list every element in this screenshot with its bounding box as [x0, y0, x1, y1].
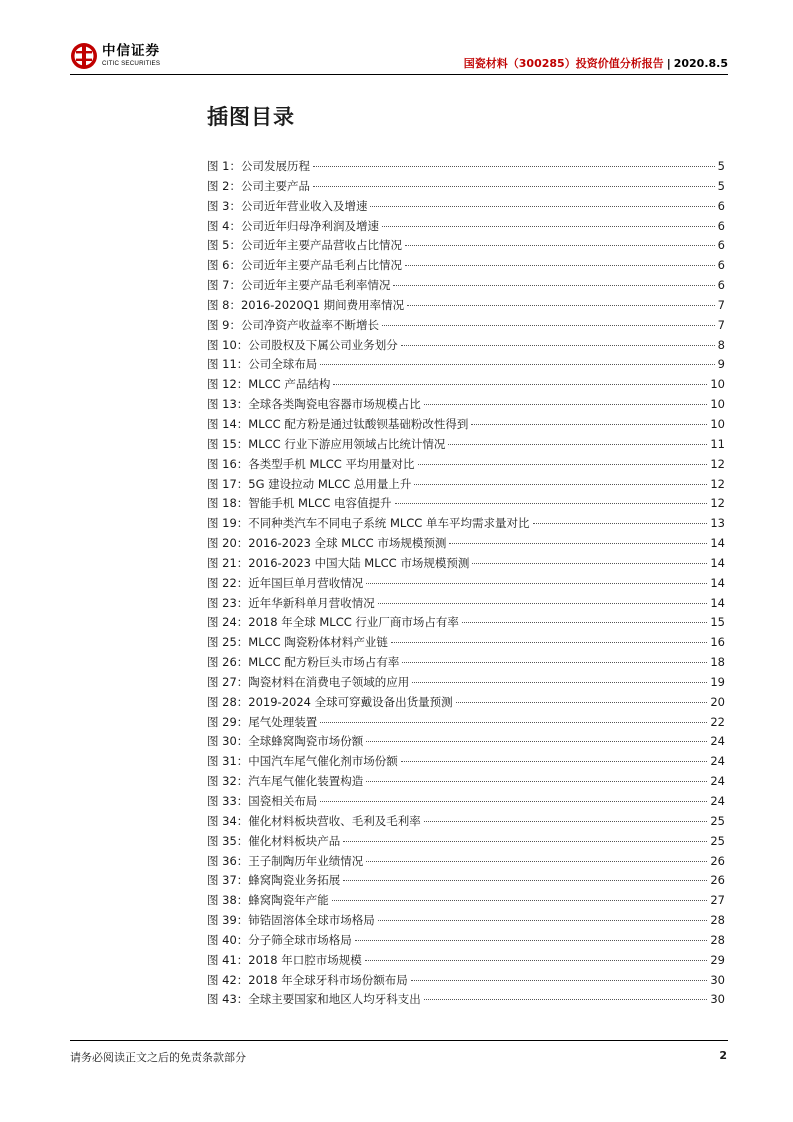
toc-leader-dots [395, 502, 708, 504]
toc-entry[interactable] [207, 356, 725, 376]
toc-entry-label: 图 39：铈锆固溶体全球市场格局 [207, 913, 375, 928]
toc-leader-dots [378, 602, 708, 604]
page-header [70, 38, 728, 76]
toc-entry-page: 8 [717, 337, 725, 352]
toc-entry-page: 5 [717, 178, 725, 193]
toc-entry[interactable] [207, 237, 725, 257]
toc-entry[interactable] [207, 595, 725, 615]
toc-entry-page: 22 [710, 714, 725, 729]
toc-entry[interactable] [207, 853, 725, 873]
toc-entry-label: 图 41：2018 年口腔市场规模 [207, 952, 362, 967]
toc-entry[interactable] [207, 614, 725, 634]
toc-entry-label: 图 32：汽车尾气催化装置构造 [207, 774, 364, 789]
toc-leader-dots [333, 383, 707, 385]
toc-entry-page: 24 [710, 774, 725, 789]
toc-entry-page: 6 [717, 238, 725, 253]
toc-entry-label: 图 16：各类型手机 MLCC 平均用量对比 [207, 456, 415, 471]
footer-disclaimer: 请务必阅读正文之后的免责条款部分 [70, 1051, 246, 1064]
toc-leader-dots [424, 998, 708, 1000]
toc-entry[interactable] [207, 416, 725, 436]
toc-entry-page: 14 [710, 536, 725, 551]
toc-entry-label: 图 37：蜂窝陶瓷业务拓展 [207, 873, 341, 888]
toc-entry[interactable] [207, 535, 725, 555]
toc-leader-dots [366, 860, 707, 862]
toc-entry[interactable] [207, 972, 725, 992]
toc-entry[interactable] [207, 218, 725, 238]
toc-entry[interactable] [207, 892, 725, 912]
toc-entry-label: 图 42：2018 年全球牙科市场份额布局 [207, 972, 408, 987]
toc-entry[interactable] [207, 337, 725, 357]
toc-entry[interactable] [207, 991, 725, 1011]
toc-entry-page: 12 [710, 456, 725, 471]
page-title: 插图目录 [207, 105, 295, 129]
toc-entry[interactable] [207, 813, 725, 833]
toc-entry[interactable] [207, 833, 725, 853]
toc-entry[interactable] [207, 515, 725, 535]
toc-entry-label: 图 23：近年华新科单月营收情况 [207, 595, 375, 610]
toc-entry[interactable] [207, 793, 725, 813]
toc-entry[interactable] [207, 694, 725, 714]
toc-leader-dots [343, 879, 707, 881]
toc-entry-label: 图 3：公司近年营业收入及增速 [207, 198, 368, 213]
toc-entry-label: 图 22：近年国巨单月营收情况 [207, 575, 364, 590]
toc-entry[interactable] [207, 575, 725, 595]
toc-entry[interactable] [207, 733, 725, 753]
toc-entry-label: 图 31：中国汽车尾气催化剂市场份额 [207, 754, 398, 769]
toc-leader-dots [448, 443, 707, 445]
toc-leader-dots [424, 820, 708, 822]
toc-entry-label: 图 35：催化材料板块产品 [207, 833, 341, 848]
toc-entry-page: 10 [710, 416, 725, 431]
toc-leader-dots [472, 562, 707, 564]
toc-leader-dots [320, 721, 707, 723]
toc-leader-dots [456, 701, 708, 703]
report-date: 2020.8.5 [673, 57, 728, 70]
toc-entry-page: 13 [710, 516, 725, 531]
toc-entry-label: 图 33：国瓷相关布局 [207, 794, 318, 808]
toc-entry[interactable] [207, 198, 725, 218]
toc-entry[interactable] [207, 872, 725, 892]
toc-entry-page: 24 [710, 734, 725, 749]
toc-entry-label: 图 15：MLCC 行业下游应用领域占比统计情况 [207, 436, 446, 451]
toc-leader-dots [393, 284, 714, 286]
figure-list [207, 158, 725, 1011]
toc-entry[interactable] [207, 753, 725, 773]
toc-leader-dots [412, 681, 707, 683]
toc-leader-dots [401, 344, 715, 346]
toc-leader-dots [378, 919, 708, 921]
toc-entry[interactable] [207, 634, 725, 654]
toc-leader-dots [405, 244, 715, 246]
toc-entry[interactable] [207, 912, 725, 932]
toc-entry-page: 11 [710, 436, 725, 451]
report-header-title [464, 55, 728, 71]
toc-entry-label: 图 9：公司净资产收益率不断增长 [207, 317, 379, 332]
toc-entry-page: 27 [710, 893, 725, 908]
toc-entry-page: 10 [710, 377, 725, 392]
toc-entry-page: 7 [717, 297, 725, 312]
toc-entry-label: 图 12：MLCC 产品结构 [207, 377, 331, 392]
toc-leader-dots [343, 840, 707, 842]
toc-entry-page: 18 [710, 655, 725, 670]
toc-leader-dots [332, 899, 708, 901]
toc-entry[interactable] [207, 932, 725, 952]
toc-entry[interactable] [207, 317, 725, 337]
toc-entry-page: 26 [710, 873, 725, 888]
toc-entry-label: 图 8：2016-2020Q1 期间费用率情况 [207, 297, 405, 312]
toc-entry-page: 14 [710, 595, 725, 610]
toc-entry[interactable] [207, 674, 725, 694]
toc-entry[interactable] [207, 297, 725, 317]
toc-entry-page: 30 [710, 992, 725, 1007]
toc-entry-label: 图 43：全球主要国家和地区人均牙科支出 [207, 992, 421, 1007]
toc-entry-page: 30 [710, 972, 725, 987]
toc-entry[interactable] [207, 773, 725, 793]
toc-entry-label: 图 10：公司股权及下属公司业务划分 [207, 337, 398, 352]
toc-entry-page: 28 [710, 932, 725, 947]
toc-entry[interactable] [207, 376, 725, 396]
toc-leader-dots [313, 185, 715, 187]
toc-entry-label: 图 11：公司全球布局 [207, 357, 318, 372]
toc-entry[interactable] [207, 476, 725, 496]
report-title: 国瓷材料（300285）投资价值分析报告 [463, 57, 664, 70]
toc-entry[interactable] [207, 456, 725, 476]
header-separator: | [666, 57, 671, 70]
toc-entry-label: 图 40：分子筛全球市场格局 [207, 932, 352, 947]
logo-chinese-name: 中信证券 [102, 42, 160, 59]
toc-entry-label: 图 6：公司近年主要产品毛利占比情况 [207, 258, 402, 273]
toc-leader-dots [366, 582, 707, 584]
toc-leader-dots [355, 939, 708, 941]
toc-entry-label: 图 4：公司近年归母净利润及增速 [207, 218, 379, 233]
toc-entry-page: 20 [710, 694, 725, 709]
toc-entry-page: 29 [710, 952, 725, 967]
toc-entry-page: 6 [717, 258, 725, 273]
toc-entry[interactable] [207, 555, 725, 575]
toc-entry-page: 15 [710, 615, 725, 630]
header-divider [70, 74, 728, 75]
toc-leader-dots [320, 800, 707, 802]
toc-entry-label: 图 28：2019-2024 全球可穿戴设备出货量预测 [207, 694, 453, 709]
toc-entry-page: 28 [710, 913, 725, 928]
logo-english-name: CITIC SECURITIES [102, 60, 161, 68]
toc-entry-label: 图 34：催化材料板块营收、毛利及毛利率 [207, 813, 421, 828]
toc-leader-dots [366, 740, 707, 742]
toc-entry-page: 25 [710, 813, 725, 828]
toc-entry[interactable] [207, 158, 725, 178]
toc-leader-dots [402, 661, 707, 663]
toc-entry[interactable] [207, 396, 725, 416]
toc-entry-page: 10 [710, 397, 725, 412]
toc-entry[interactable] [207, 714, 725, 734]
toc-leader-dots [313, 165, 715, 167]
toc-entry-page: 6 [717, 218, 725, 233]
toc-leader-dots [449, 542, 707, 544]
toc-entry-page: 16 [710, 635, 725, 650]
toc-leader-dots [370, 205, 714, 207]
toc-leader-dots [411, 979, 708, 981]
toc-entry-label: 图 36：王子制陶历年业绩情况 [207, 853, 364, 868]
toc-leader-dots [405, 264, 715, 266]
toc-entry-page: 6 [717, 198, 725, 213]
toc-leader-dots [414, 483, 707, 485]
toc-entry-page: 14 [710, 575, 725, 590]
toc-entry[interactable] [207, 178, 725, 198]
toc-entry-label: 图 13：全球各类陶瓷电容器市场规模占比 [207, 397, 421, 412]
toc-entry-label: 图 26：MLCC 配方粉巨头市场占有率 [207, 655, 400, 670]
toc-leader-dots [365, 959, 708, 961]
toc-entry-page: 12 [710, 496, 725, 511]
toc-entry[interactable] [207, 257, 725, 277]
toc-entry-label: 图 25：MLCC 陶瓷粉体材料产业链 [207, 635, 388, 650]
toc-leader-dots [366, 780, 707, 782]
toc-leader-dots [533, 522, 708, 524]
toc-entry-label: 图 29：尾气处理装置 [207, 714, 318, 729]
toc-entry-label: 图 27：陶瓷材料在消费电子领域的应用 [207, 674, 410, 689]
toc-entry-label: 图 14：MLCC 配方粉是通过钛酸钡基础粉改性得到 [207, 416, 469, 431]
toc-entry-label: 图 20：2016-2023 全球 MLCC 市场规模预测 [207, 536, 447, 551]
toc-entry-label: 图 21：2016-2023 中国大陆 MLCC 市场规模预测 [207, 555, 470, 570]
toc-entry-label: 图 38：蜂窝陶瓷年产能 [207, 893, 329, 908]
toc-entry-page: 24 [710, 754, 725, 769]
toc-entry-label: 图 18：智能手机 MLCC 电容值提升 [207, 496, 392, 511]
toc-entry-page: 24 [710, 794, 725, 808]
toc-entry[interactable] [207, 277, 725, 297]
toc-entry[interactable] [207, 654, 725, 674]
toc-entry-label: 图 30：全球蜂窝陶瓷市场份额 [207, 734, 364, 749]
toc-entry-page: 5 [717, 159, 725, 173]
toc-entry-page: 6 [717, 278, 725, 293]
toc-entry-page: 14 [710, 555, 725, 570]
toc-entry-label: 图 5：公司近年主要产品营收占比情况 [207, 238, 402, 253]
toc-entry-page: 25 [710, 833, 725, 848]
toc-entry[interactable] [207, 436, 725, 456]
toc-leader-dots [382, 225, 715, 227]
toc-entry[interactable] [207, 952, 725, 972]
toc-entry[interactable] [207, 495, 725, 515]
citic-logo [70, 40, 160, 72]
footer-page-number: 2 [719, 1049, 727, 1062]
toc-entry-label: 图 19：不同种类汽车不同电子系统 MLCC 单车平均需求量对比 [207, 516, 530, 531]
toc-leader-dots [471, 423, 707, 425]
toc-leader-dots [382, 324, 715, 326]
toc-entry-label: 图 7：公司近年主要产品毛利率情况 [207, 278, 391, 293]
footer-divider [70, 1040, 728, 1041]
toc-entry-label: 图 24：2018 年全球 MLCC 行业厂商市场占有率 [207, 615, 459, 630]
toc-entry-page: 26 [710, 853, 725, 868]
toc-entry-page: 7 [717, 317, 725, 332]
toc-leader-dots [462, 621, 707, 623]
toc-entry-label: 图 17：5G 建设拉动 MLCC 总用量上升 [207, 476, 412, 491]
toc-leader-dots [418, 463, 708, 465]
toc-entry-page: 12 [710, 476, 725, 491]
toc-entry-page: 9 [717, 357, 725, 372]
toc-entry-page: 19 [710, 674, 725, 689]
toc-leader-dots [401, 760, 708, 762]
citic-logo-icon [70, 42, 98, 70]
toc-entry-label: 图 2：公司主要产品 [207, 178, 310, 193]
toc-leader-dots [320, 363, 714, 365]
toc-leader-dots [407, 304, 714, 306]
toc-leader-dots [391, 641, 708, 643]
toc-leader-dots [424, 403, 708, 405]
toc-entry-label: 图 1：公司发展历程 [207, 159, 310, 173]
